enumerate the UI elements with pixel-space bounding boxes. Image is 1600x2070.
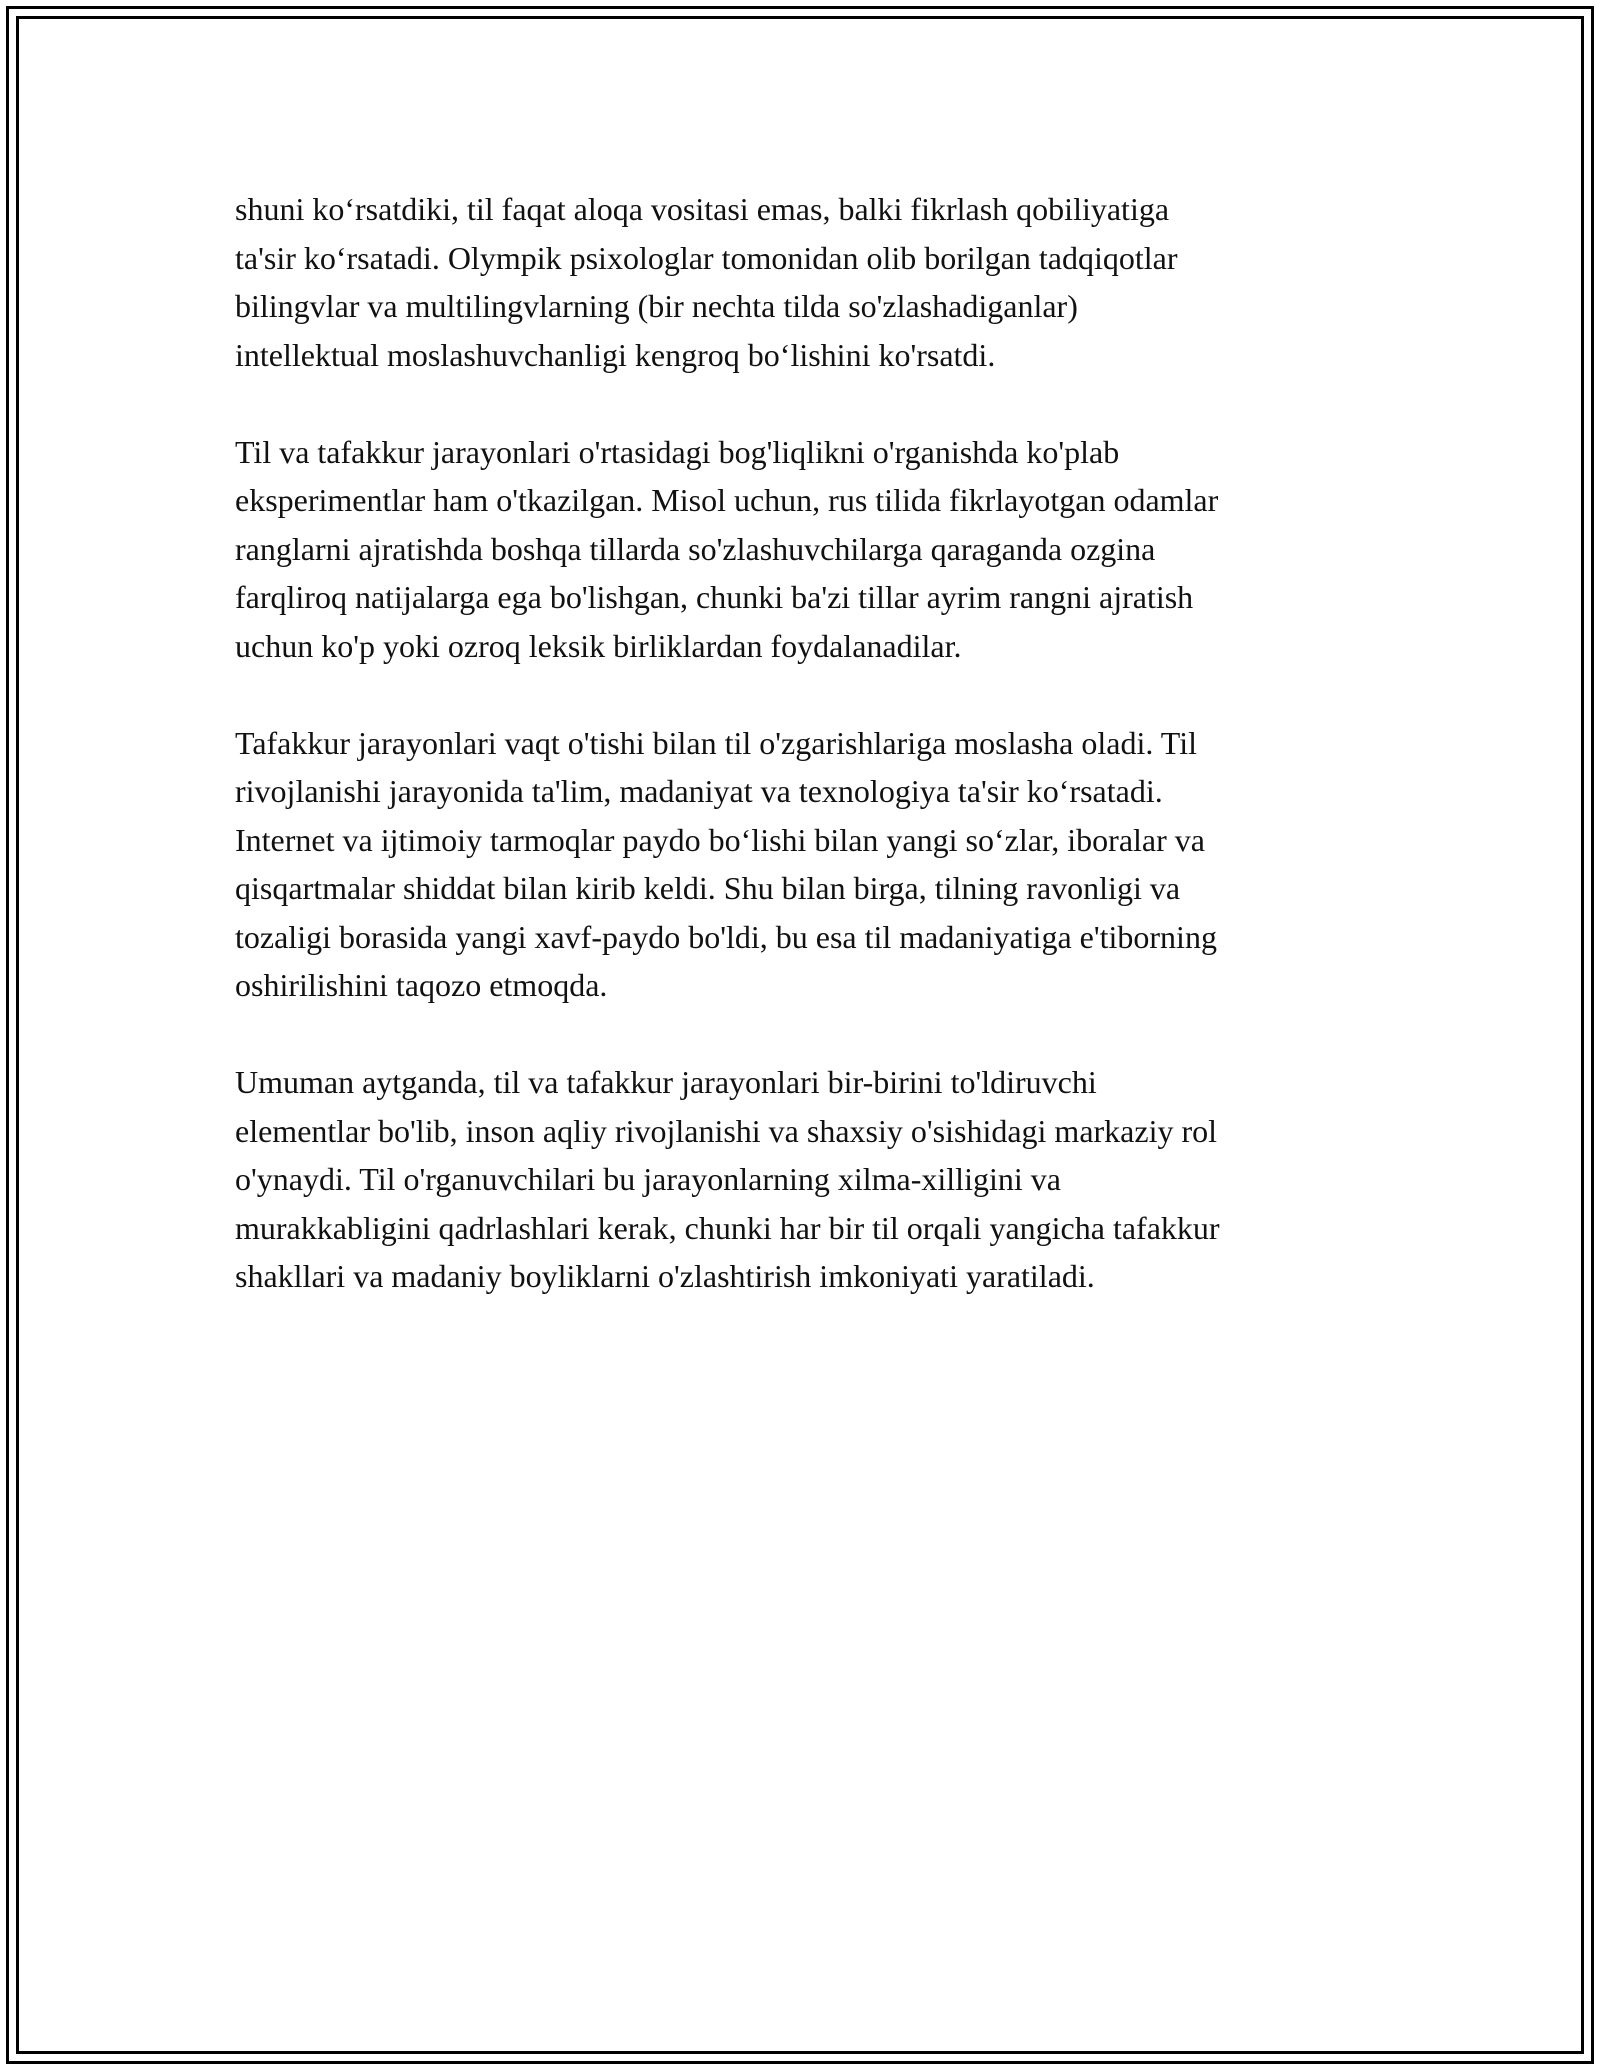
paragraph-2 bbox=[235, 428, 1415, 671]
text-line: intellektual moslashuvchanligi kengroq boʻlishini ko'rsatdi. bbox=[235, 336, 996, 373]
text-line: rivojlanishi jarayonida ta'lim, madaniyat va texnologiya ta'sir koʻrsatadi. bbox=[235, 773, 1163, 809]
text-line: bilingvlar va multilingvlarning (bir nechta tilda so'zlashadiganlar) bbox=[235, 288, 1078, 324]
text-line: Til va tafakkur jarayonlari o'rtasidagi bog'liqlikni o'rganishda ko'plab bbox=[235, 433, 1120, 470]
text-line: qisqartmalar shiddat bilan kirib keldi. Shu bilan birga, tilning ravonligi va bbox=[235, 870, 1181, 906]
paragraph-4 bbox=[235, 1058, 1415, 1301]
text-line: Internet va ijtimoiy tarmoqlar paydo boʻlishi bilan yangi soʻzlar, iboralar va bbox=[235, 821, 1205, 858]
document-body bbox=[235, 185, 1415, 1349]
text-line: eksperimentlar ham o'tkazilgan. Misol uchun, rus tilida fikrlayotgan odamlar bbox=[235, 482, 1219, 518]
text-line: oshirilishini taqozo etmoqda. bbox=[235, 967, 608, 1003]
text-line: farqliroq natijalarga ega bo'lishgan, chunki ba'zi tillar ayrim rangni ajratish bbox=[235, 579, 1194, 615]
text-line: shuni koʻrsatdiki, til faqat aloqa vositasi emas, balki fikrlash qobiliyatiga bbox=[235, 191, 1170, 227]
paragraph-3 bbox=[235, 719, 1415, 1010]
text-line: murakkabligini qadrlashlari kerak, chunki har bir til orqali yangicha tafakkur bbox=[235, 1209, 1220, 1246]
text-line: Tafakkur jarayonlari vaqt o'tishi bilan til o'zgarishlariga moslasha oladi. Til bbox=[235, 724, 1197, 761]
text-line: shakllari va madaniy boyliklarni o'zlashtirish imkoniyati yaratiladi. bbox=[235, 1258, 1095, 1294]
text-line: o'ynaydi. Til o'rganuvchilari bu jarayonlarning xilma-xilligini va bbox=[235, 1161, 1061, 1197]
text-line: ranglarni ajratishda boshqa tillarda so'zlashuvchilarga qaraganda ozgina bbox=[235, 530, 1156, 567]
paragraph-1 bbox=[235, 185, 1415, 379]
text-line: Umuman aytganda, til va tafakkur jarayonlari bir-birini to'ldiruvchi bbox=[235, 1064, 1097, 1100]
text-line: elementlar bo'lib, inson aqliy rivojlanishi va shaxsiy o'sishidagi markaziy rol bbox=[235, 1112, 1218, 1149]
text-line: ta'sir koʻrsatadi. Olympik psixologlar tomonidan olib borilgan tadqiqotlar bbox=[235, 239, 1178, 276]
text-line: tozaligi borasida yangi xavf-paydo bo'ldi, bu esa til madaniyatiga e'tiborning bbox=[235, 918, 1217, 955]
text-line: uchun ko'p yoki ozroq leksik birliklardan foydalanadilar. bbox=[235, 627, 962, 664]
